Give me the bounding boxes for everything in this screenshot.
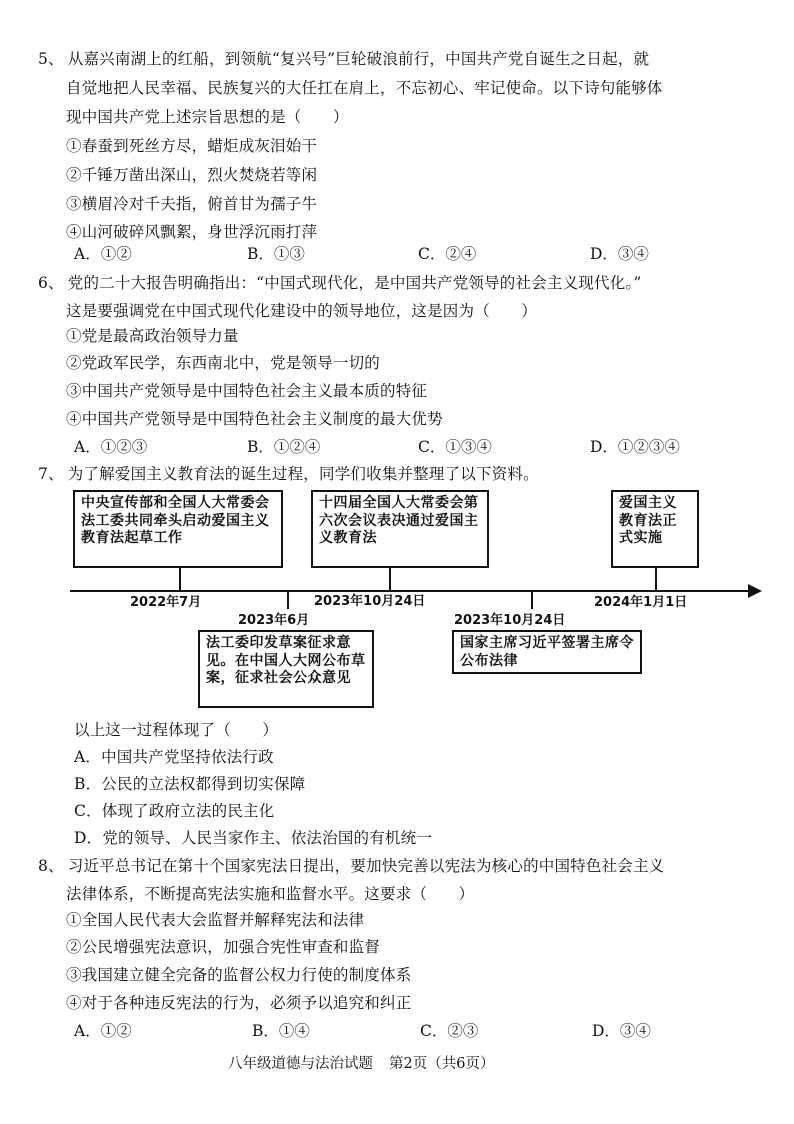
timeline-connector	[179, 568, 181, 591]
statement-item: ④中国共产党领导是中国特色社会主义制度的最大优势	[66, 410, 443, 428]
statement-item: ④对于各种违反宪法的行为，必须予以追究和纠正	[66, 994, 412, 1012]
answer-option-c: C．②③	[420, 1022, 479, 1040]
timeline-date: 2023年10月24日	[314, 594, 426, 609]
question-text-line: 法律体系，不断提高宪法实施和监督水平。这要求（ ）	[66, 885, 475, 903]
statement-item: ②公民增强宪法意识，加强合宪性审查和监督	[66, 938, 381, 956]
statement-item: ④山河破碎风飘絮，身世浮沉雨打萍	[66, 223, 318, 241]
answer-option-b: B．①④	[252, 1022, 310, 1040]
answer-option-d: D．③④	[590, 245, 649, 263]
footer-page-number: 第2页（共6页）	[389, 1056, 495, 1072]
timeline-event-box: 中央宣传部和全国人大常委会法工委共同牵头启动爱国主义教育法起草工作	[73, 490, 283, 568]
question-text-line: 为了解爱国主义教育法的诞生过程，同学们收集并整理了以下资料。	[67, 465, 539, 483]
timeline-connector	[287, 591, 289, 609]
answer-option-a: A．①②	[74, 1022, 132, 1040]
answer-option-b: B．①③	[247, 245, 305, 263]
statement-item: ③横眉冷对千夫指，俯首甘为孺子牛	[66, 195, 318, 213]
question-text-line: 从嘉兴南湖上的红船，到领航“复兴号”巨轮破浪前行，中国共产党自诞生之日起，就	[67, 50, 650, 68]
timeline-event-box: 法工委印发草案征求意见。在中国人大网公布草案，征求社会公众意见	[198, 630, 374, 708]
answer-option-a: A．中国共产党坚持依法行政	[74, 748, 274, 766]
answer-option-a: A．①②③	[74, 438, 148, 456]
statement-item: ①党是最高政治领导力量	[66, 327, 239, 345]
question-number: 7、	[38, 465, 64, 483]
question-text-line: 党的二十大报告明确指出：“中国式现代化，是中国共产党领导的社会主义现代化。”	[67, 274, 642, 292]
question-text-line: 习近平总书记在第十个国家宪法日提出，要加快完善以宪法为核心的中国特色社会主义	[67, 857, 665, 875]
question-text-line: 这是要强调党在中国式现代化建设中的领导地位，这是因为（ ）	[66, 302, 538, 320]
answer-option-c: C．体现了政府立法的民主化	[74, 802, 275, 820]
question-number: 6、	[38, 274, 64, 292]
page-footer	[228, 1054, 494, 1074]
statement-item: ③我国建立健全完备的监督公权力行使的制度体系	[66, 966, 412, 984]
question-text-line: 现中国共产党上述宗旨思想的是（ ）	[66, 108, 349, 126]
timeline-date: 2024年1月1日	[594, 595, 688, 610]
statement-item: ①全国人民代表大会监督并解释宪法和法律	[66, 911, 365, 929]
timeline-date: 2022年7月	[130, 595, 202, 610]
statement-item: ②党政军民学，东西南北中，党是领导一切的	[66, 354, 381, 372]
timeline-connector	[655, 568, 657, 591]
answer-option-a: A．①②	[74, 245, 132, 263]
timeline-date: 2023年6月	[238, 613, 310, 628]
answer-option-c: C．①③④	[418, 438, 492, 456]
answer-option-d: D．①②③④	[590, 438, 680, 456]
answer-option-c: C．②④	[418, 245, 477, 263]
answer-option-d: D．③④	[592, 1022, 651, 1040]
timeline-event-box: 国家主席习近平签署主席令公布法律	[452, 630, 642, 674]
statement-item: ③中国共产党领导是中国特色社会主义最本质的特征	[66, 382, 428, 400]
answer-option-d: D．党的领导、人民当家作主、依法治国的有机统一	[74, 829, 433, 847]
arrow-right-icon	[748, 584, 762, 598]
footer-subject: 八年级道德与法治试题	[228, 1056, 373, 1072]
timeline-event-box: 十四届全国人大常委会第六次会议表决通过爱国主义教育法	[311, 490, 489, 568]
timeline-event-box: 爱国主义教育法正式实施	[611, 490, 699, 568]
timeline-date: 2023年10月24日	[454, 613, 566, 628]
timeline-connector	[389, 568, 391, 591]
timeline-connector	[531, 591, 533, 609]
answer-option-b: B．①②④	[247, 438, 321, 456]
statement-item: ①春蚕到死丝方尽，蜡炬成灰泪始干	[66, 137, 318, 155]
question-stem: 以上这一过程体现了（ ）	[74, 721, 279, 739]
question-number: 5、	[38, 50, 64, 68]
question-text-line: 自觉地把人民幸福、民族复兴的大任扛在肩上，不忘初心、牢记使命。以下诗句能够体	[66, 79, 663, 97]
question-number: 8、	[38, 857, 64, 875]
statement-item: ②千锤万凿出深山，烈火焚烧若等闲	[66, 166, 318, 184]
answer-option-b: B．公民的立法权都得到切实保障	[74, 775, 306, 793]
timeline-axis	[70, 590, 750, 592]
